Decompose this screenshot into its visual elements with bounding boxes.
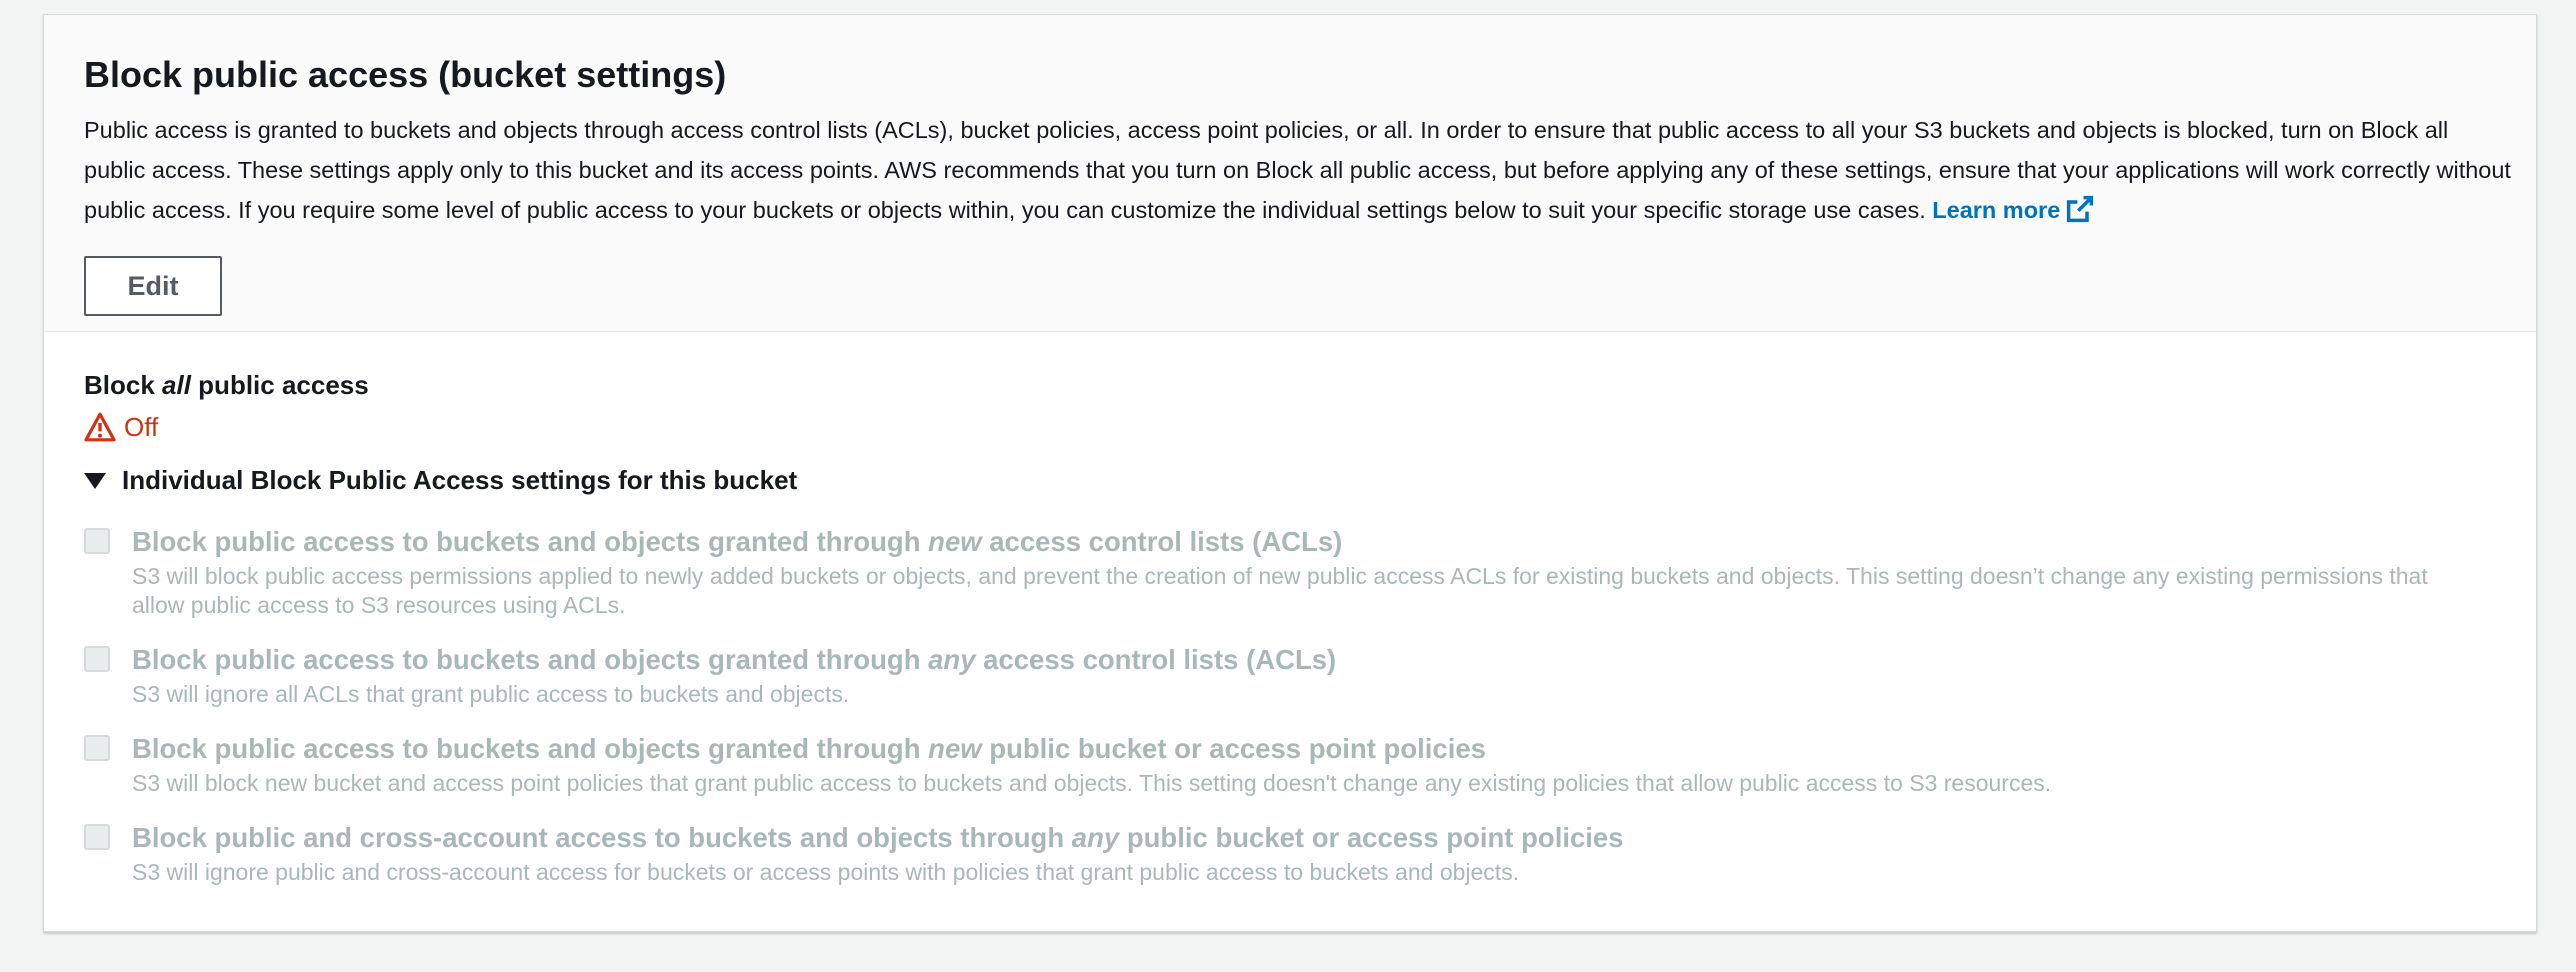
individual-settings-expander[interactable] [84,465,2496,496]
block-all-label-post: public access [190,370,369,400]
setting-title-pre: Block public access to buckets and objects granted through [132,526,929,558]
setting-title-em: new [928,526,982,558]
block-public-access-panel [43,14,2537,932]
setting-checkbox-any-acls[interactable] [84,646,110,672]
setting-title-pre: Block public access to buckets and objects granted through [132,733,929,765]
setting-checkbox-new-policies[interactable] [84,735,110,761]
status-text: Off [124,411,159,442]
setting-description: S3 will block new bucket and access point policies that grant public access to buckets and objects. This setting doesn't change any existing policies that allow public access to S3 resources. [132,770,2052,797]
block-all-label [84,370,2496,401]
block-all-label-pre: Block [84,370,163,400]
panel-header [44,15,2536,332]
learn-more-link[interactable] [1932,197,2094,223]
setting-title [132,733,2496,765]
settings-list [84,526,2496,887]
setting-title-post: public bucket or access point policies [981,733,1486,765]
setting-checkbox-new-acls[interactable] [84,528,110,554]
setting-item [84,644,2496,709]
panel-title: Block public access (bucket settings) [84,54,727,95]
setting-text [132,822,2496,887]
setting-item [84,822,2496,887]
setting-description: S3 will ignore all ACLs that grant public access to buckets and objects. [132,681,850,708]
external-link-icon [2066,195,2094,223]
setting-title-em: new [928,733,982,765]
edit-button[interactable]: Edit [84,256,222,316]
description-text: Public access is granted to buckets and objects through access control lists (ACLs), bucket policies, access point policies, or all. In order to ensure that public access to all your S3 buckets and objects is blocked, turn on Block all public access. These settings apply only to this bucket and its access points. AWS recommends that you turn on Block all public access, but before applying any of these settings, ensure that your applications will work correctly without public access. If you require some level of public access to your buckets or objects within, you can customize the individual settings below to suit your specific storage use cases. [84,117,2511,224]
block-all-label-em: all [162,370,191,400]
setting-title-pre: Block public access to buckets and objects granted through [132,644,929,676]
panel-body [44,332,2536,887]
setting-item [84,733,2496,798]
setting-description: S3 will block public access permissions applied to newly added buckets or objects, and prevent the creation of new public access ACLs for existing buckets and objects. This setting doesn’t change any existing permissions that allow public access to S3 resources using ACLs. [132,563,2428,619]
setting-item [84,526,2496,620]
setting-text [132,644,2496,709]
setting-checkbox-any-policies[interactable] [84,824,110,850]
setting-text [132,733,2496,798]
caret-down-icon [84,473,106,489]
setting-description: S3 will ignore public and cross-account access for buckets or access points with policies that grant public access to buckets and objects. [132,859,1520,886]
setting-title-post: public bucket or access point policies [1119,822,1624,854]
setting-title-post: access control lists (ACLs) [975,644,1337,676]
warning-icon [84,411,116,443]
setting-text [132,526,2496,620]
setting-title [132,526,2496,558]
setting-title-pre: Block public and cross-account access to buckets and objects through [132,822,1072,854]
status-indicator [84,411,2496,443]
setting-title [132,644,2496,676]
setting-title-em: any [1071,822,1120,854]
setting-title [132,822,2496,854]
panel-description [84,110,2514,230]
setting-title-em: any [928,644,976,676]
setting-title-post: access control lists (ACLs) [981,526,1343,558]
expander-label: Individual Block Public Access settings for this bucket [122,465,798,496]
learn-more-label: Learn more [1932,197,2061,224]
